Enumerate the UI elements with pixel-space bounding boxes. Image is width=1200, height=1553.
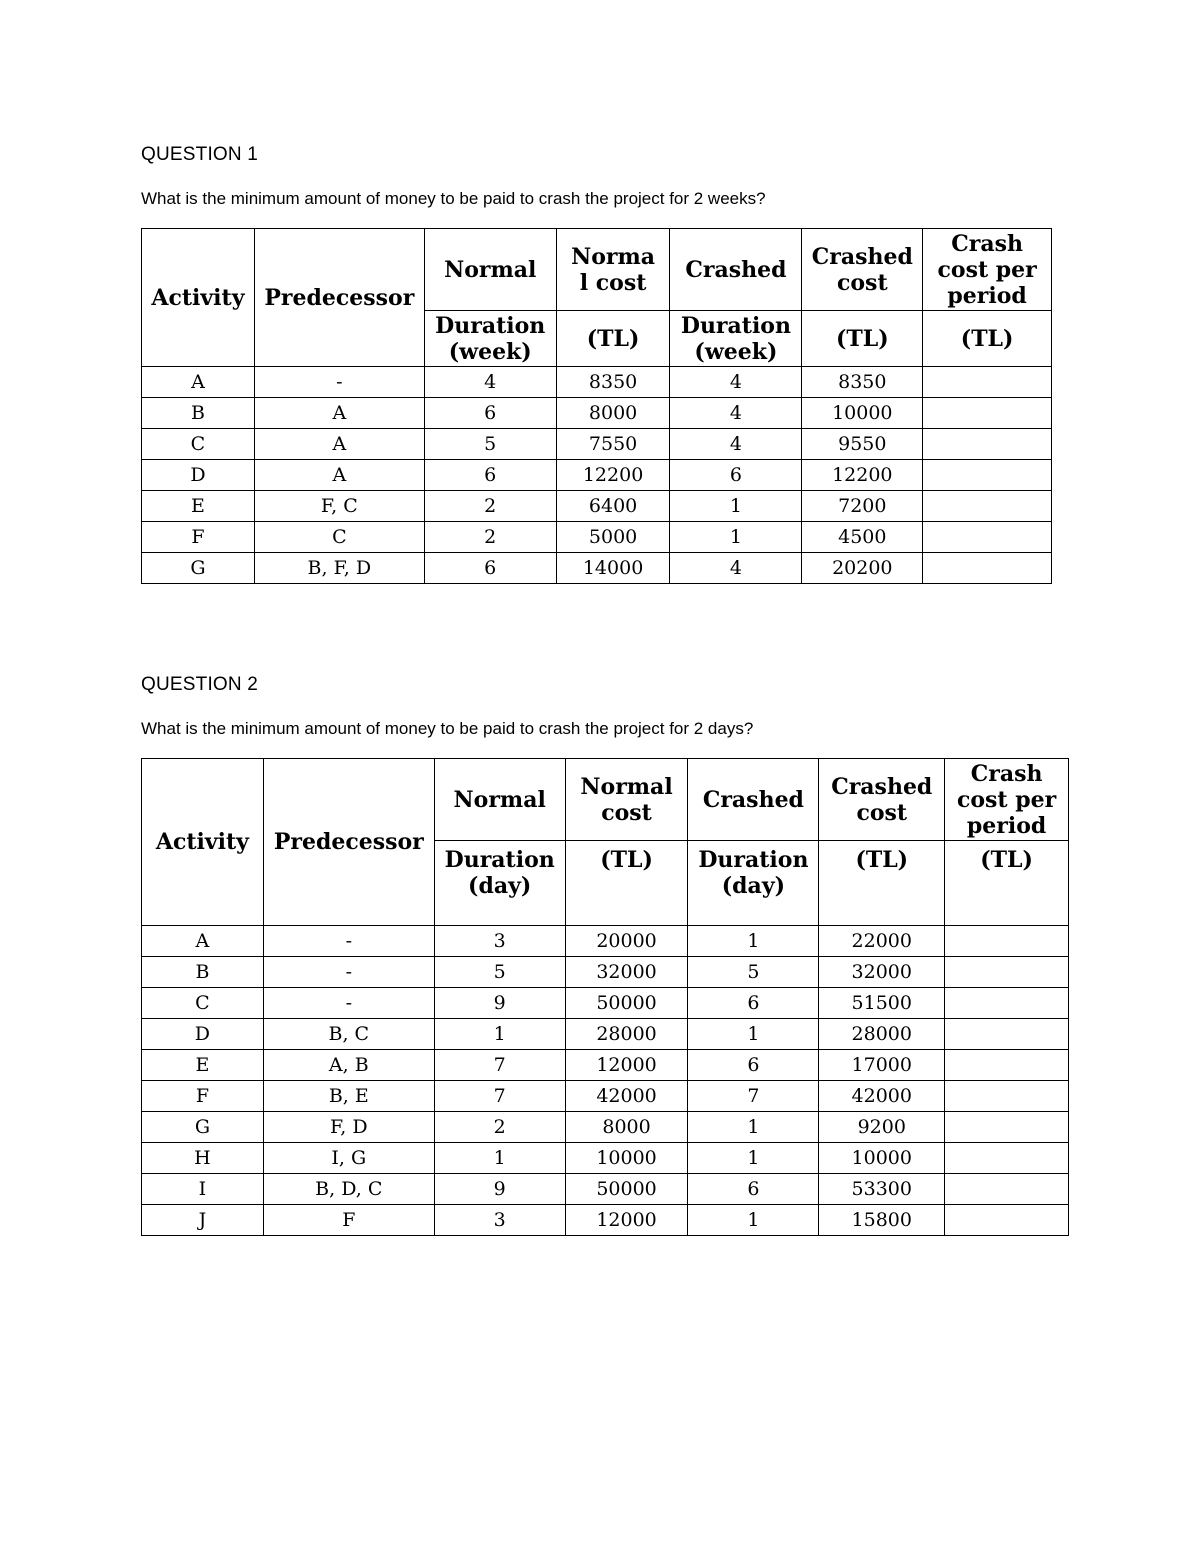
cell-crashed-cost: 22000 xyxy=(819,926,945,957)
table-row xyxy=(142,1019,1069,1050)
table-row xyxy=(142,429,1052,460)
header-normal-cost-line1: Normal xyxy=(580,773,673,800)
cell-activity: F xyxy=(142,1081,264,1112)
header-activity: Activity xyxy=(142,759,264,926)
header-crash-cost-per-period xyxy=(923,229,1052,311)
cell-crashed-cost: 15800 xyxy=(819,1205,945,1236)
cell-crashed-cost: 20200 xyxy=(802,553,923,584)
cell-normal-duration: 5 xyxy=(434,957,565,988)
header-duration-line2: (week) xyxy=(448,338,532,365)
question-2-table-body xyxy=(142,926,1069,1236)
cell-crashed-duration: 5 xyxy=(688,957,819,988)
cell-activity: D xyxy=(142,1019,264,1050)
cell-normal-duration: 7 xyxy=(434,1081,565,1112)
header-activity: Activity xyxy=(142,229,255,367)
cell-crashed-cost: 10000 xyxy=(802,398,923,429)
cell-crash-cost-per-period xyxy=(945,1112,1069,1143)
header-crashed-cost-unit: (TL) xyxy=(802,311,923,367)
cell-crashed-cost: 53300 xyxy=(819,1174,945,1205)
header-normal-cost xyxy=(565,759,688,841)
cell-predecessor: B, D, C xyxy=(263,1174,434,1205)
header-predecessor: Predecessor xyxy=(263,759,434,926)
cell-activity: F xyxy=(142,522,255,553)
header-crashed-cost-unit: (TL) xyxy=(819,841,945,926)
header-crash-cost-line2: cost per xyxy=(956,786,1057,813)
header-crash-cost-line1: Crash xyxy=(951,230,1023,257)
cell-crashed-duration: 7 xyxy=(688,1081,819,1112)
cell-crash-cost-per-period xyxy=(923,553,1052,584)
cell-crash-cost-per-period xyxy=(945,988,1069,1019)
cell-predecessor: - xyxy=(254,367,424,398)
question-1-title: QUESTION 1 xyxy=(141,144,259,165)
cell-normal-cost: 6400 xyxy=(556,491,670,522)
cell-activity: A xyxy=(142,926,264,957)
cell-activity: E xyxy=(142,1050,264,1081)
cell-normal-cost: 20000 xyxy=(565,926,688,957)
cell-crashed-duration: 1 xyxy=(688,1205,819,1236)
cell-normal-cost: 42000 xyxy=(565,1081,688,1112)
header-normal: Normal xyxy=(434,759,565,841)
cell-normal-duration: 6 xyxy=(424,398,556,429)
cell-activity: E xyxy=(142,491,255,522)
cell-predecessor: - xyxy=(263,988,434,1019)
table-row xyxy=(142,1205,1069,1236)
cell-crashed-duration: 4 xyxy=(670,429,802,460)
header-normal-cost-line2: cost xyxy=(601,799,652,826)
cell-activity: G xyxy=(142,553,255,584)
header-crash-cost-line1: Crash xyxy=(970,760,1043,787)
table-row xyxy=(142,491,1052,522)
cell-normal-cost: 14000 xyxy=(556,553,670,584)
cell-predecessor: B, E xyxy=(263,1081,434,1112)
cell-normal-duration: 4 xyxy=(424,367,556,398)
cell-normal-cost: 12000 xyxy=(565,1050,688,1081)
cell-predecessor: B, F, D xyxy=(254,553,424,584)
cell-crashed-cost: 7200 xyxy=(802,491,923,522)
header-normal-cost-line1: Norma xyxy=(571,243,656,270)
table-row xyxy=(142,957,1069,988)
header-crashed-cost-line1: Crashed xyxy=(811,243,913,270)
cell-normal-duration: 6 xyxy=(424,460,556,491)
cell-normal-cost: 8350 xyxy=(556,367,670,398)
cell-predecessor: A xyxy=(254,460,424,491)
header-normal: Normal xyxy=(424,229,556,311)
cell-crash-cost-per-period xyxy=(923,460,1052,491)
question-2-table xyxy=(141,758,1069,1236)
cell-normal-duration: 1 xyxy=(434,1019,565,1050)
cell-predecessor: F, D xyxy=(263,1112,434,1143)
cell-normal-duration: 9 xyxy=(434,988,565,1019)
table-row xyxy=(142,988,1069,1019)
header-crashed-cost xyxy=(819,759,945,841)
header-duration-line1: Duration xyxy=(435,312,546,339)
header-normal-duration xyxy=(434,841,565,926)
cell-crashed-duration: 6 xyxy=(670,460,802,491)
header-crashed-duration-line1: Duration xyxy=(698,847,809,873)
cell-crashed-duration: 4 xyxy=(670,553,802,584)
cell-predecessor: - xyxy=(263,957,434,988)
cell-crash-cost-per-period xyxy=(945,1050,1069,1081)
cell-activity: B xyxy=(142,398,255,429)
table-row xyxy=(142,522,1052,553)
table-row xyxy=(142,553,1052,584)
cell-crashed-duration: 1 xyxy=(670,522,802,553)
cell-predecessor: F xyxy=(263,1205,434,1236)
cell-predecessor: - xyxy=(263,926,434,957)
header-crash-cost-line3: period xyxy=(947,282,1027,309)
cell-crash-cost-per-period xyxy=(945,1019,1069,1050)
header-crashed: Crashed xyxy=(688,759,819,841)
header-crash-cost-unit: (TL) xyxy=(923,311,1052,367)
header-crashed-cost-line2: cost xyxy=(836,269,888,296)
cell-normal-cost: 12200 xyxy=(556,460,670,491)
cell-crash-cost-per-period xyxy=(945,1081,1069,1112)
header-row xyxy=(142,229,1052,311)
cell-predecessor: A, B xyxy=(263,1050,434,1081)
header-normal-cost-line2: l cost xyxy=(579,269,647,296)
cell-normal-duration: 1 xyxy=(434,1143,565,1174)
header-crashed-duration-line1: Duration xyxy=(680,312,791,339)
cell-normal-duration: 3 xyxy=(434,926,565,957)
cell-normal-duration: 3 xyxy=(434,1205,565,1236)
cell-predecessor: A xyxy=(254,429,424,460)
cell-activity: D xyxy=(142,460,255,491)
cell-crash-cost-per-period xyxy=(945,926,1069,957)
cell-crashed-duration: 6 xyxy=(688,1174,819,1205)
table-row xyxy=(142,1112,1069,1143)
header-normal-duration xyxy=(424,311,556,367)
cell-predecessor: F, C xyxy=(254,491,424,522)
cell-crashed-cost: 51500 xyxy=(819,988,945,1019)
cell-normal-cost: 50000 xyxy=(565,1174,688,1205)
cell-crash-cost-per-period xyxy=(923,429,1052,460)
cell-normal-cost: 28000 xyxy=(565,1019,688,1050)
table-row xyxy=(142,1050,1069,1081)
cell-crashed-duration: 1 xyxy=(688,1112,819,1143)
cell-crashed-duration: 6 xyxy=(688,1050,819,1081)
header-crashed: Crashed xyxy=(670,229,802,311)
cell-crashed-cost: 32000 xyxy=(819,957,945,988)
header-crash-cost-unit: (TL) xyxy=(945,841,1069,926)
cell-crashed-cost: 10000 xyxy=(819,1143,945,1174)
cell-normal-duration: 5 xyxy=(424,429,556,460)
table-row xyxy=(142,367,1052,398)
cell-crash-cost-per-period xyxy=(945,1174,1069,1205)
cell-crashed-cost: 9550 xyxy=(802,429,923,460)
cell-normal-cost: 8000 xyxy=(556,398,670,429)
cell-crash-cost-per-period xyxy=(945,957,1069,988)
cell-normal-duration: 6 xyxy=(424,553,556,584)
table-row xyxy=(142,926,1069,957)
question-1-table-body xyxy=(142,367,1052,584)
table-row xyxy=(142,1174,1069,1205)
cell-normal-cost: 50000 xyxy=(565,988,688,1019)
cell-normal-cost: 10000 xyxy=(565,1143,688,1174)
header-crashed-duration xyxy=(670,311,802,367)
table-row xyxy=(142,1081,1069,1112)
header-row xyxy=(142,759,1069,841)
header-crashed-duration xyxy=(688,841,819,926)
cell-activity: J xyxy=(142,1205,264,1236)
cell-activity: A xyxy=(142,367,255,398)
cell-crashed-duration: 1 xyxy=(670,491,802,522)
header-crash-cost-line3: period xyxy=(966,812,1047,839)
cell-crashed-duration: 1 xyxy=(688,1019,819,1050)
header-duration-line2: (day) xyxy=(468,873,532,899)
cell-normal-cost: 32000 xyxy=(565,957,688,988)
header-crashed-duration-line2: (day) xyxy=(721,873,786,899)
cell-crashed-cost: 28000 xyxy=(819,1019,945,1050)
cell-normal-cost: 5000 xyxy=(556,522,670,553)
table-row xyxy=(142,1143,1069,1174)
table-row xyxy=(142,460,1052,491)
cell-crashed-duration: 1 xyxy=(688,1143,819,1174)
question-1-text: What is the minimum amount of money to be paid to crash the project for 2 weeks? xyxy=(141,189,766,208)
cell-crashed-cost: 8350 xyxy=(802,367,923,398)
cell-activity: I xyxy=(142,1174,264,1205)
cell-crashed-cost: 12200 xyxy=(802,460,923,491)
cell-activity: G xyxy=(142,1112,264,1143)
cell-predecessor: I, G xyxy=(263,1143,434,1174)
cell-normal-duration: 2 xyxy=(424,491,556,522)
header-crash-cost-per-period xyxy=(945,759,1069,841)
question-2-text: What is the minimum amount of money to be paid to crash the project for 2 days? xyxy=(141,719,754,738)
header-crashed-cost-line2: cost xyxy=(856,799,908,826)
cell-crash-cost-per-period xyxy=(923,491,1052,522)
cell-predecessor: B, C xyxy=(263,1019,434,1050)
header-crashed-duration-line2: (week) xyxy=(694,338,778,365)
header-normal-cost-unit: (TL) xyxy=(565,841,688,926)
header-normal-cost-unit: (TL) xyxy=(556,311,670,367)
table-row xyxy=(142,398,1052,429)
cell-crashed-cost: 9200 xyxy=(819,1112,945,1143)
header-crashed-cost xyxy=(802,229,923,311)
cell-normal-cost: 8000 xyxy=(565,1112,688,1143)
cell-crashed-cost: 17000 xyxy=(819,1050,945,1081)
cell-activity: C xyxy=(142,988,264,1019)
cell-activity: H xyxy=(142,1143,264,1174)
cell-crashed-cost: 4500 xyxy=(802,522,923,553)
cell-normal-duration: 7 xyxy=(434,1050,565,1081)
cell-crash-cost-per-period xyxy=(923,522,1052,553)
header-crashed-cost-line1: Crashed xyxy=(831,773,933,800)
cell-crash-cost-per-period xyxy=(923,367,1052,398)
cell-activity: C xyxy=(142,429,255,460)
cell-crash-cost-per-period xyxy=(945,1143,1069,1174)
question-2-title: QUESTION 2 xyxy=(141,674,259,695)
cell-predecessor: C xyxy=(254,522,424,553)
cell-crashed-duration: 4 xyxy=(670,367,802,398)
cell-predecessor: A xyxy=(254,398,424,429)
cell-crash-cost-per-period xyxy=(945,1205,1069,1236)
cell-normal-duration: 9 xyxy=(434,1174,565,1205)
cell-normal-cost: 12000 xyxy=(565,1205,688,1236)
header-duration-line1: Duration xyxy=(444,847,555,873)
cell-normal-duration: 2 xyxy=(434,1112,565,1143)
header-predecessor: Predecessor xyxy=(254,229,424,367)
cell-normal-cost: 7550 xyxy=(556,429,670,460)
cell-crashed-duration: 1 xyxy=(688,926,819,957)
cell-crashed-cost: 42000 xyxy=(819,1081,945,1112)
cell-crash-cost-per-period xyxy=(923,398,1052,429)
cell-crashed-duration: 4 xyxy=(670,398,802,429)
cell-normal-duration: 2 xyxy=(424,522,556,553)
cell-activity: B xyxy=(142,957,264,988)
header-crash-cost-line2: cost per xyxy=(937,256,1037,283)
question-1-table xyxy=(141,228,1052,584)
cell-crashed-duration: 6 xyxy=(688,988,819,1019)
header-normal-cost xyxy=(556,229,670,311)
